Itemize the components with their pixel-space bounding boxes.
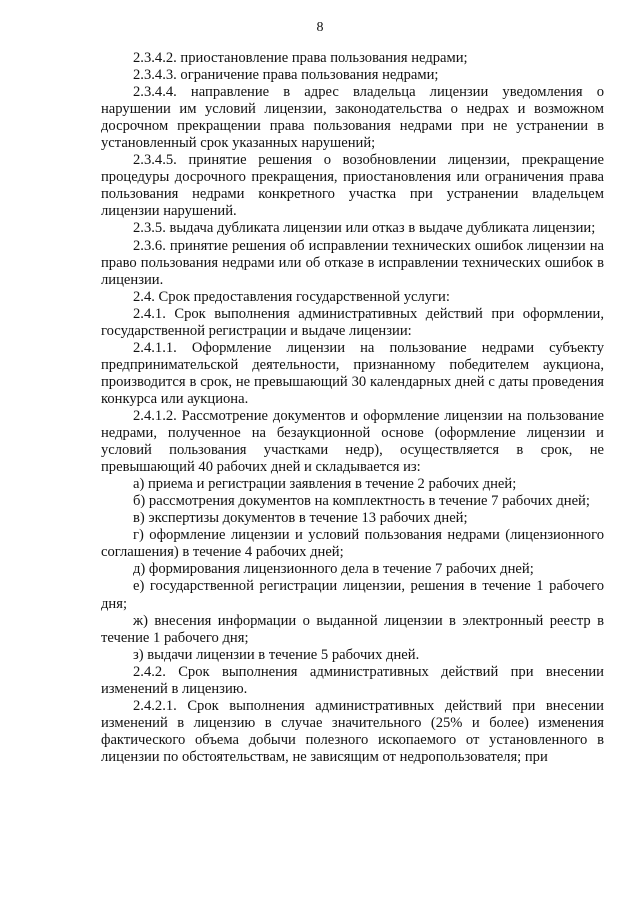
paragraph: 2.4.2. Срок выполнения административных действий при внесении изменений в лицензию.: [101, 663, 604, 697]
paragraph: 2.4.1.2. Рассмотрение документов и оформление лицензии на пользование недрами, полученное на безаукционной основе (оформление лицензии и условий пользования участками недр), осуществляется в срок, не превышающий 40 рабочих дней и складывается из:: [101, 407, 604, 476]
list-item: е) государственной регистрации лицензии, решения в течение 1 рабочего дня;: [101, 578, 604, 612]
paragraph: 2.3.4.3. ограничение права пользования недрами;: [133, 67, 439, 84]
list-item: в) экспертизы документов в течение 13 рабочих дней;: [133, 510, 468, 527]
list-item: ж) внесения информации о выданной лицензии в электронный реестр в течение 1 рабочего дня;: [101, 612, 604, 646]
paragraph: 2.3.4.4. направление в адрес владельца лицензии уведомления о нарушении им условий лицензии, законодательства о недрах и возможном досрочном прекращении права пользования недрами при не устранении в установленный срок указанных нарушений;: [101, 84, 604, 152]
paragraph: 2.3.4.5. принятие решения о возобновлении лицензии, прекращение процедуры досрочного прекращения, приостановления или ограничения права пользования недрами конкретного участка при устранении владельцем лицензии нарушений.: [101, 152, 604, 220]
paragraph: 2.4.1. Срок выполнения административных действий при оформлении, государственной регистрации и выдаче лицензии:: [101, 305, 604, 339]
list-item: а) приема и регистрации заявления в течение 2 рабочих дней;: [133, 476, 517, 493]
list-item: б) рассмотрения документов на комплектность в течение 7 рабочих дней;: [133, 493, 590, 510]
paragraph: 2.3.6. принятие решения об исправлении технических ошибок лицензии на право пользования недрами или об отказе в исправлении технических ошибок в лицензии.: [101, 237, 604, 288]
document-body: [101, 50, 604, 766]
list-item: д) формирования лицензионного дела в течение 7 рабочих дней;: [133, 561, 534, 578]
paragraph: 2.4.2.1. Срок выполнения административных действий при внесении изменений в лицензию в случае значительного (25% и более) изменения фактического объема добычи полезного ископаемого от установленного в лицензии по обстоятельствам, не зависящим от недропользователя; при: [101, 697, 604, 765]
list-item: г) оформление лицензии и условий пользования недрами (лицензионного соглашения) в течение 4 рабочих дней;: [101, 527, 604, 561]
page-number: 8: [316, 20, 324, 35]
list-item: з) выдачи лицензии в течение 5 рабочих дней.: [133, 646, 420, 663]
paragraph: 2.4. Срок предоставления государственной услуги:: [133, 288, 450, 305]
paragraph: 2.3.4.2. приостановление права пользования недрами;: [133, 50, 468, 66]
paragraph: 2.3.5. выдача дубликата лицензии или отказ в выдаче дубликата лицензии;: [133, 220, 596, 237]
paragraph: 2.4.1.1. Оформление лицензии на пользование недрами субъекту предпринимательской деятельности, признанному победителем аукциона, производится в срок, не превышающий 30 календарных дней с даты проведения конкурса или аукциона.: [101, 339, 604, 407]
